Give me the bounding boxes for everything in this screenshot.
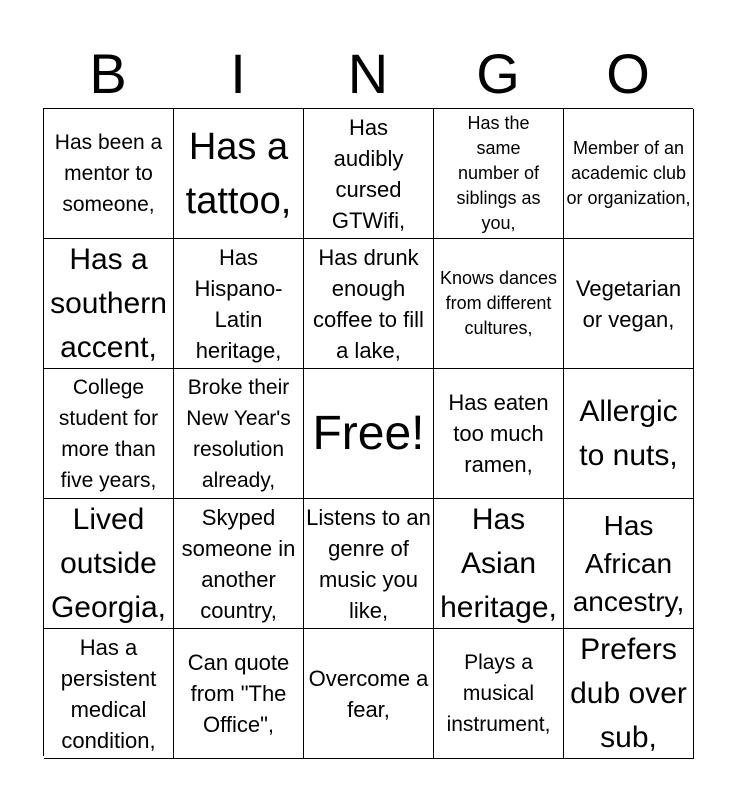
bingo-cell[interactable] — [304, 109, 434, 239]
bingo-cell[interactable] — [174, 499, 304, 629]
cell-text: College student for more than five years, — [58, 375, 159, 492]
cell-text: Plays a musical instrument, — [446, 651, 551, 736]
bingo-cell[interactable] — [304, 499, 434, 629]
cell-text: Prefers dub over sub, — [570, 632, 687, 754]
cell-text: Has a persistent medical condition, — [60, 634, 157, 753]
cell-text: Has eaten too much ramen, — [448, 390, 549, 477]
bingo-cell[interactable] — [44, 109, 174, 239]
cell-text: Broke their New Year's resolution already, — [186, 375, 291, 492]
bingo-cell[interactable] — [44, 629, 174, 759]
bingo-cell[interactable] — [174, 629, 304, 759]
bingo-cell[interactable] — [434, 239, 564, 369]
bingo-cell[interactable] — [174, 239, 304, 369]
cell-text: Has been a mentor to someone, — [54, 131, 163, 216]
bingo-cell[interactable] — [434, 629, 564, 759]
bingo-cell[interactable] — [174, 369, 304, 499]
cell-text: Overcome a fear, — [308, 665, 429, 722]
cell-text: Listens to an genre of music you like, — [306, 504, 431, 623]
bingo-board — [43, 108, 693, 756]
free-space-text: Free! — [312, 406, 425, 460]
bingo-cell[interactable] — [44, 499, 174, 629]
bingo-cell[interactable] — [434, 369, 564, 499]
bingo-cell[interactable] — [564, 109, 694, 239]
bingo-cell[interactable] — [434, 109, 564, 239]
cell-text: Has a southern accent, — [50, 242, 167, 364]
bingo-cell[interactable] — [564, 499, 694, 629]
cell-text: Skyped someone in another country, — [181, 504, 296, 623]
cell-text: Allergic to nuts, — [579, 394, 678, 472]
header-letter-b: B — [89, 42, 127, 105]
bingo-cell[interactable] — [304, 239, 434, 369]
cell-text: Knows dances from different cultures, — [439, 268, 558, 338]
header-letter-o: O — [606, 42, 650, 105]
cell-text: Has audibly cursed GTWifi, — [331, 114, 406, 233]
cell-text: Has African ancestry, — [572, 509, 685, 617]
header-letter-i: I — [230, 42, 246, 105]
bingo-cell[interactable] — [564, 369, 694, 499]
cell-text: Has Hispano-Latin heritage, — [194, 244, 283, 363]
cell-text: Member of an academic club or organization, — [566, 138, 691, 208]
bingo-cell[interactable] — [44, 239, 174, 369]
cell-text: Has the same number of siblings as you, — [456, 113, 541, 233]
free-space[interactable] — [304, 369, 434, 499]
cell-text: Has drunk enough coffee to fill a lake, — [313, 244, 424, 363]
cell-text: Vegetarian or vegan, — [575, 275, 682, 332]
cell-text: Lived outside Georgia, — [50, 502, 167, 624]
header-letter-n: N — [347, 42, 389, 105]
bingo-cell[interactable] — [564, 239, 694, 369]
cell-text: Has a tattoo, — [185, 125, 292, 222]
bingo-cell[interactable] — [434, 499, 564, 629]
bingo-cell[interactable] — [174, 109, 304, 239]
bingo-cell[interactable] — [564, 629, 694, 759]
bingo-cell[interactable] — [304, 629, 434, 759]
cell-text: Can quote from "The Office", — [187, 650, 290, 737]
header-letter-g: G — [476, 42, 520, 105]
bingo-cell[interactable] — [44, 369, 174, 499]
bingo-header — [43, 40, 693, 108]
cell-text: Has Asian heritage, — [440, 502, 557, 624]
